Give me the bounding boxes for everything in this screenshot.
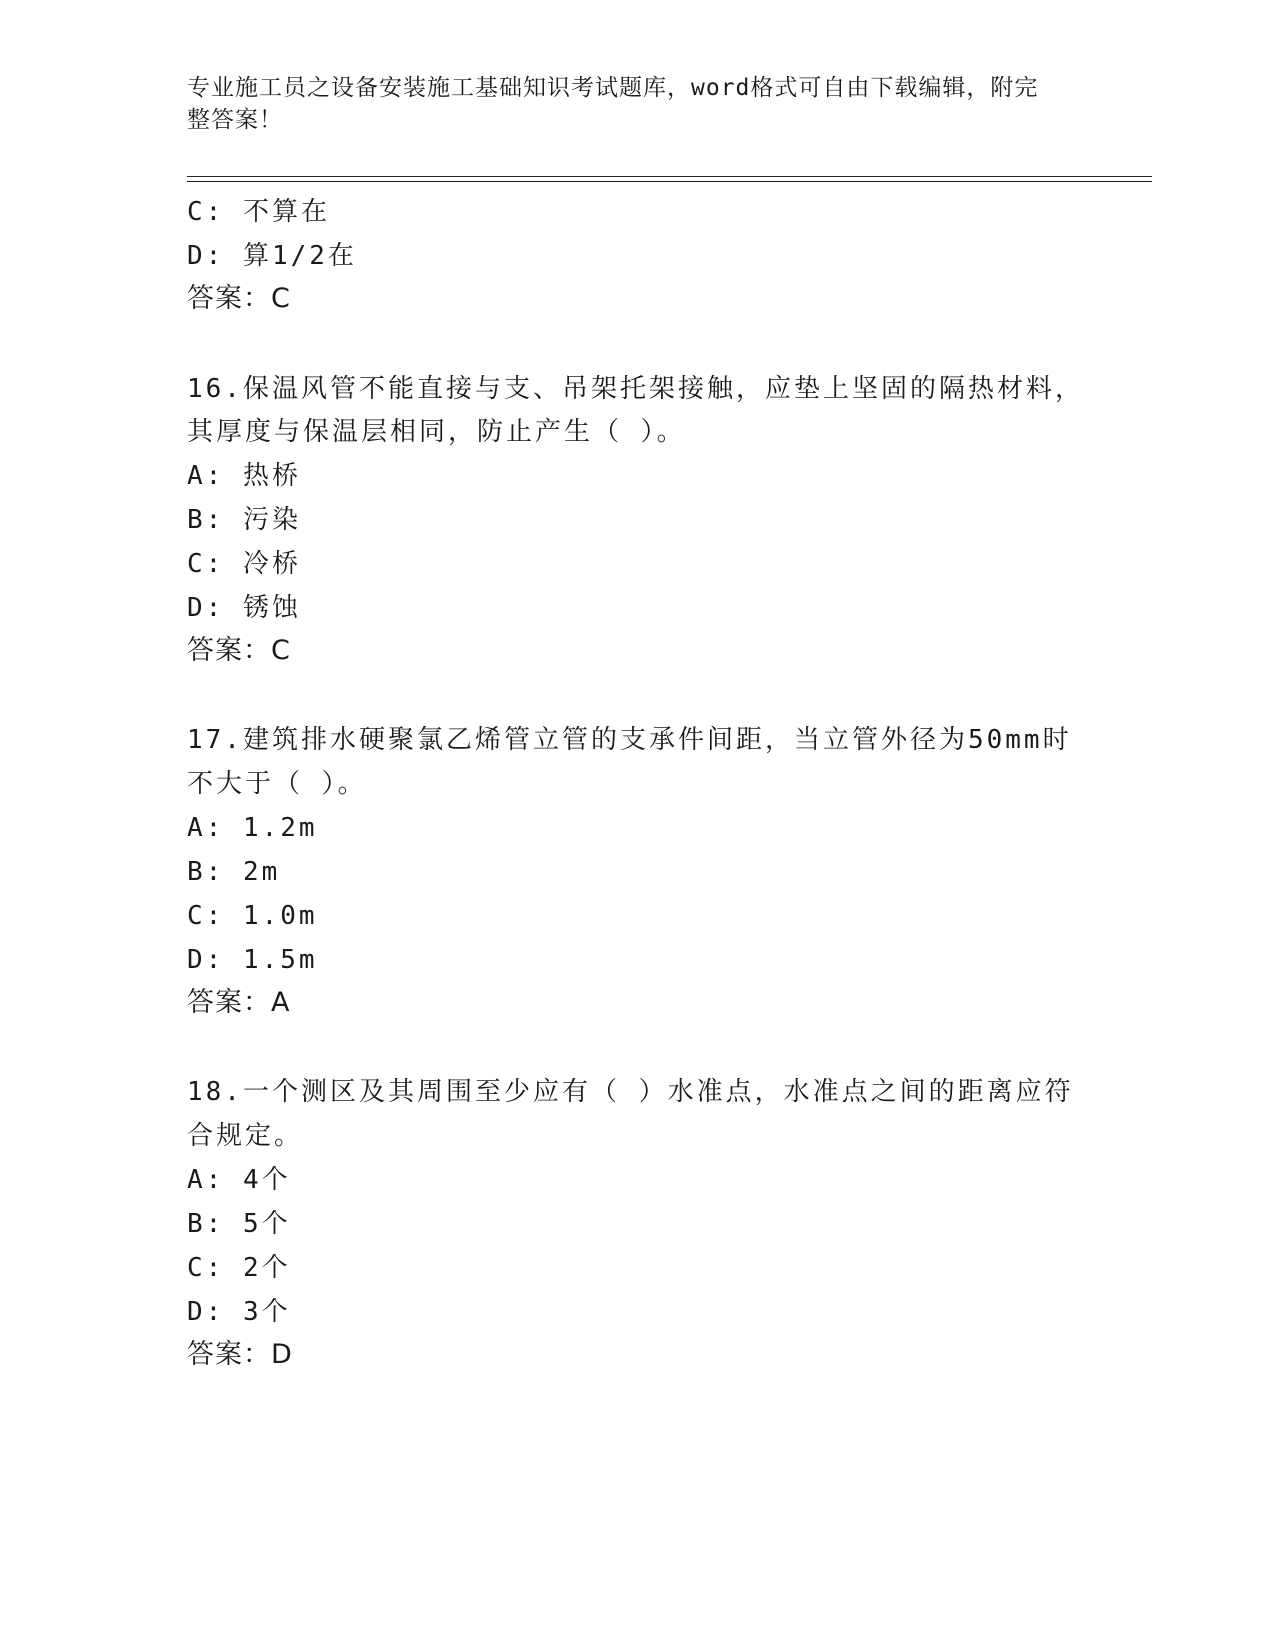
q17-option-d: D: 1.5m [187,945,318,975]
q15-option-d: D: 算1/2在 [187,241,357,271]
q17-option-b: B: 2m [187,857,281,887]
q16-stem-line-2: 其厚度与保温层相同，防止产生（ ）。 [187,417,686,447]
q17-stem-line-2: 不大于（ ）。 [187,769,367,799]
q18-stem-line-1: 18.一个测区及其周围至少应有（ ）水准点，水准点之间的距离应符 [187,1077,1074,1107]
q15-option-c: C: 不算在 [187,197,330,227]
header-divider-top [187,176,1152,177]
header-title-line-1: 专业施工员之设备安装施工基础知识考试题库，word格式可自由下载编辑，附完 [187,75,1039,101]
header-title-line-2: 整答案！ [187,107,283,133]
q16-option-b: B: 污染 [187,505,301,535]
q18-option-a: A: 4个 [187,1165,291,1195]
q18-answer: 答案：D [187,1339,293,1370]
q16-answer: 答案：C [187,635,291,666]
page-header [187,72,1067,136]
q16-option-c: C: 冷桥 [187,549,301,579]
q16-option-a: A: 热桥 [187,461,301,491]
q16-option-d: D: 锈蚀 [187,593,301,623]
q17-option-a: A: 1.2m [187,813,318,843]
q18-option-b: B: 5个 [187,1209,291,1239]
q17-option-c: C: 1.0m [187,901,318,931]
q18-stem-line-2: 合规定。 [187,1121,304,1151]
q16-stem-line-1: 16.保温风管不能直接与支、吊架托架接触，应垫上坚固的隔热材料， [187,374,1084,404]
q17-answer: 答案：A [187,987,291,1018]
header-divider-bottom [187,181,1152,182]
q17-stem-line-1: 17.建筑排水硬聚氯乙烯管立管的支承件间距，当立管外径为50mm时 [187,725,1072,755]
q18-option-c: C: 2个 [187,1253,291,1283]
q18-option-d: D: 3个 [187,1297,291,1327]
q15-answer: 答案：C [187,283,291,314]
